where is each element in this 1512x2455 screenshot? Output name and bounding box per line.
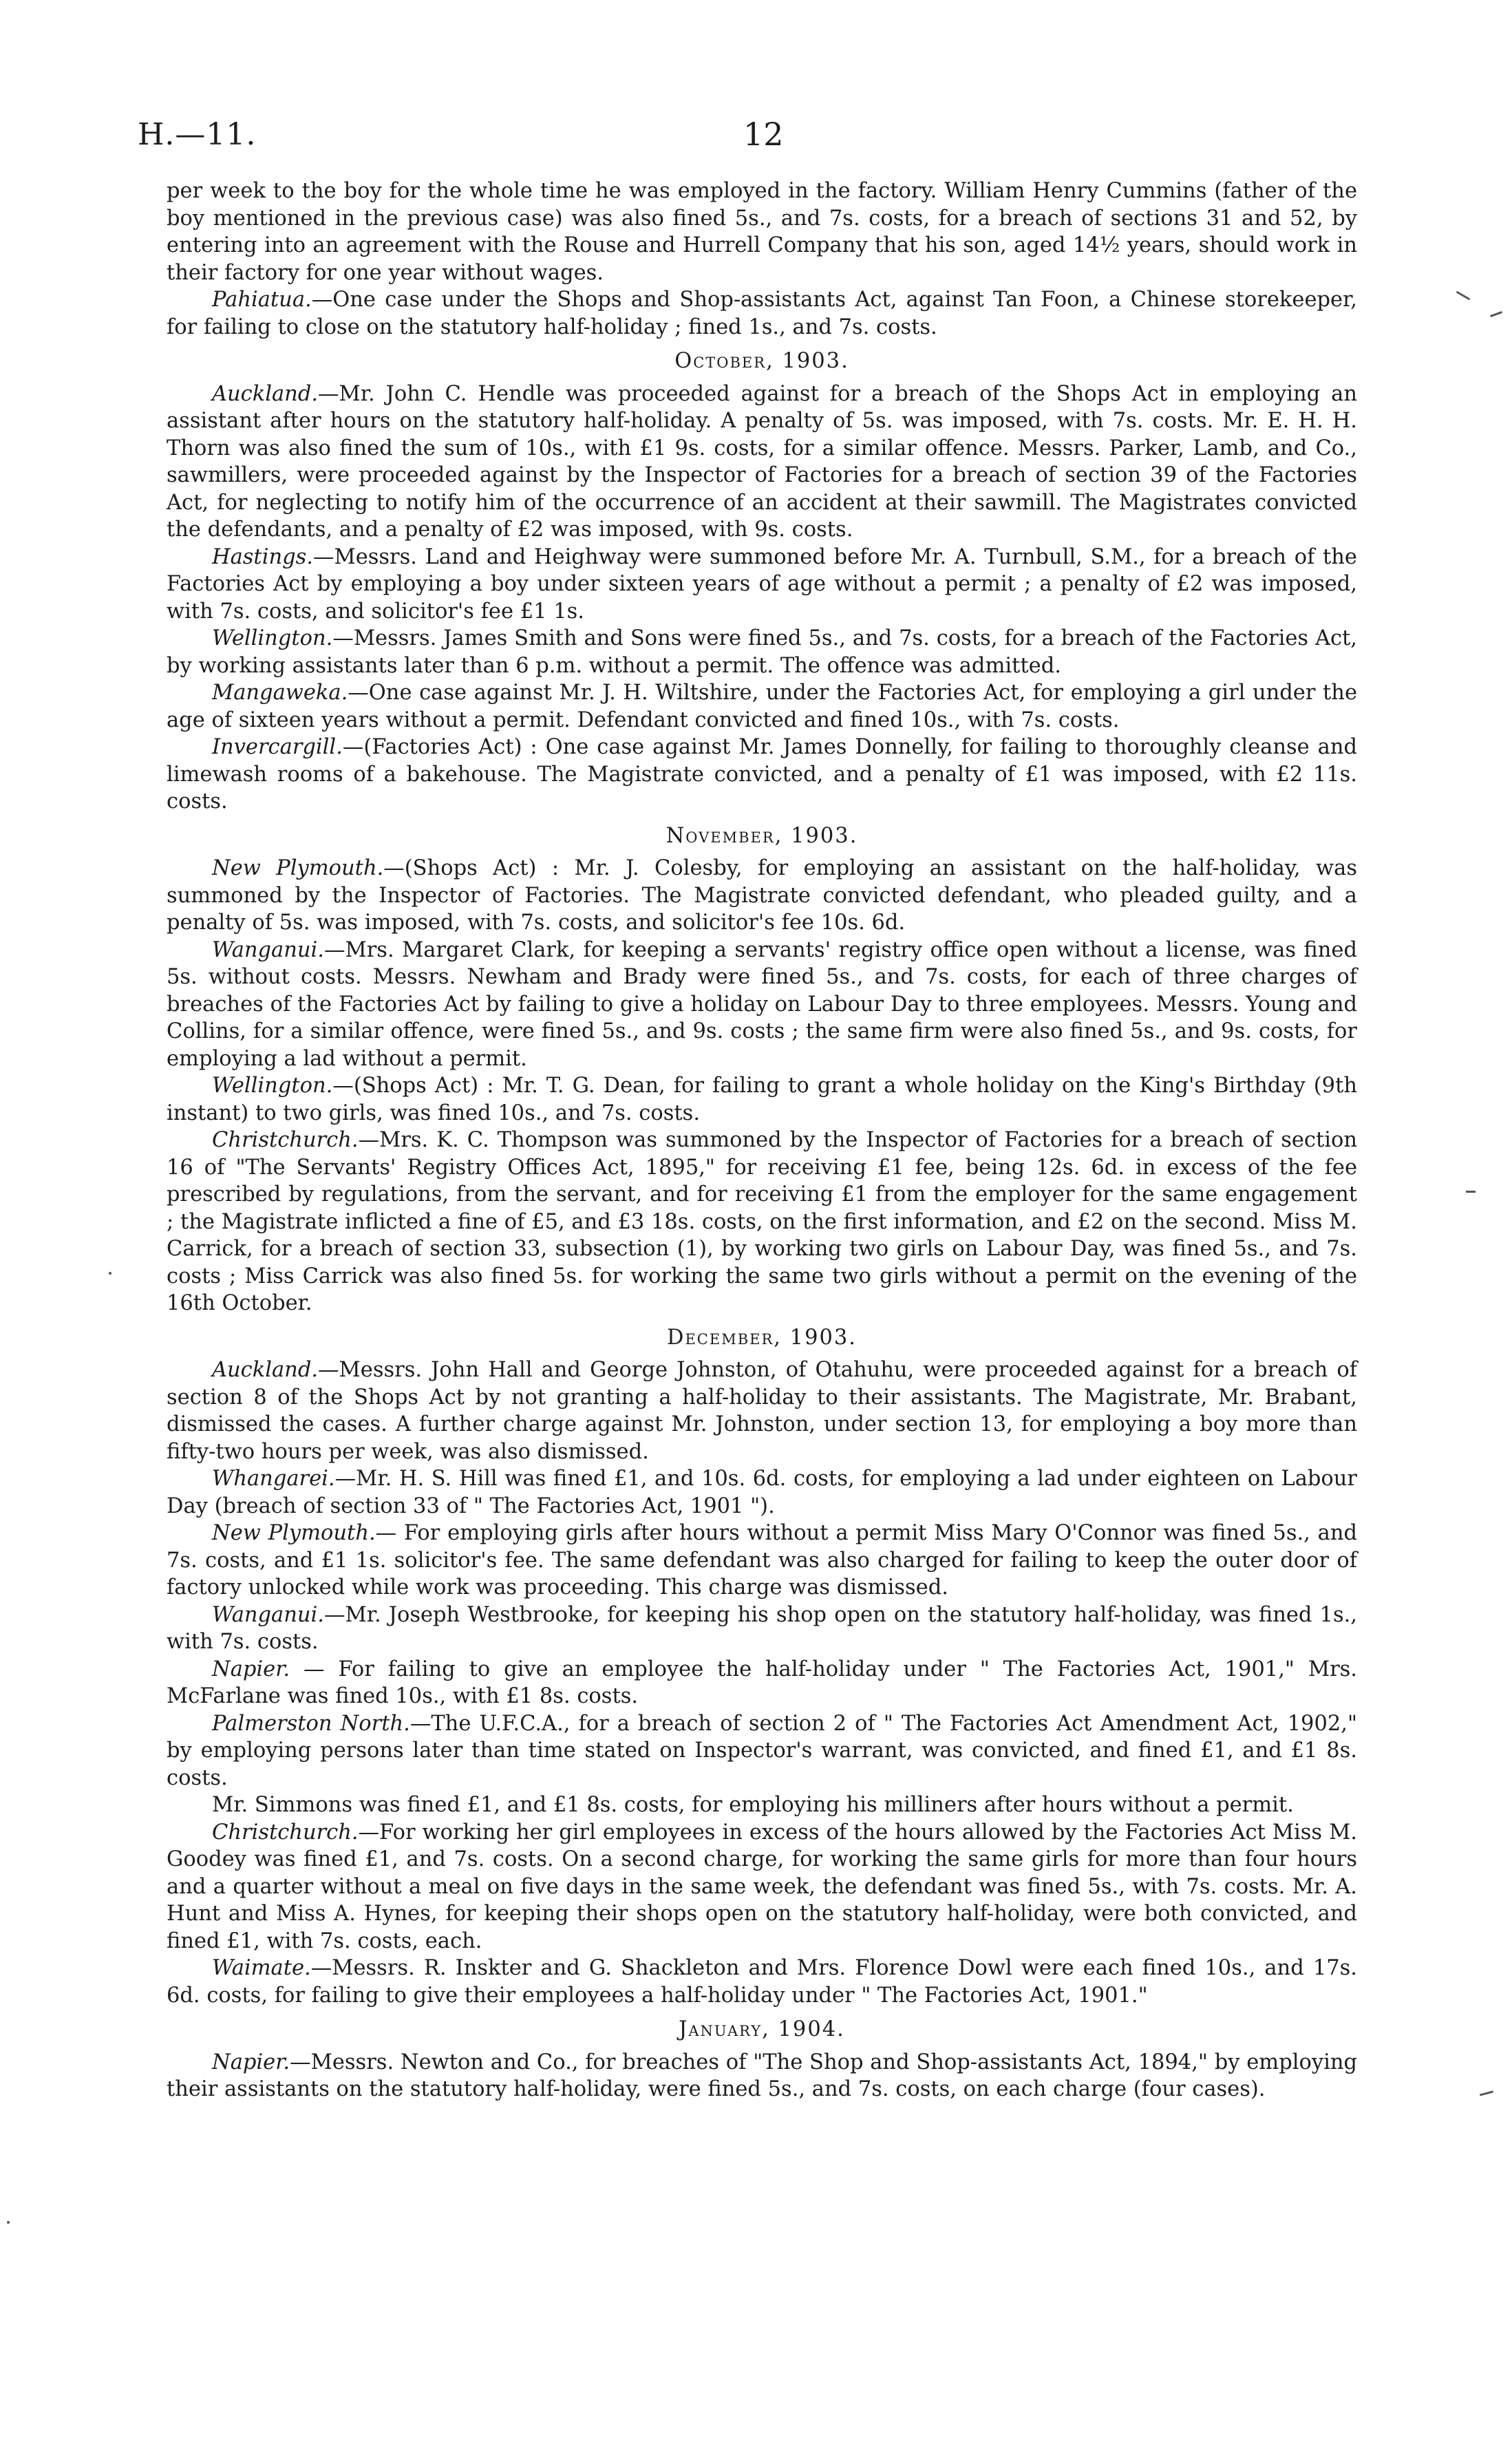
case-text: Mr. Simmons was fined £1, and £1 8s. costs, for employing his milliners after hours without a permit. [212,1793,1294,1817]
case-text: —(Shops Act) : Mr. T. G. Dean, for failing to grant a whole holiday on the King's Birthday (9th instant) to two girls, was fined 10s., and 7s. costs. [167,1074,1357,1125]
margin-mark-top-right-2 [1490,311,1502,317]
case-text: —Mrs. Margaret Clark, for keeping a servants' registry office open without a license, was fined 5s. without costs. Messrs. Newham and Brady were fined 5s., and 7s. costs, for each of three charges of breaches of the Factories Act by failing to give a holiday on Labour Day to three employees. Messrs. Young and Collins, for a similar offence, were fined 5s., and 9s. costs ; the same firm were also fined 5s., and 9s. costs, for employing a lad without a permit. [167,937,1357,1071]
document-reference: H.—11. [138,117,257,152]
case-paragraph [167,2049,1357,2103]
case-text: —Mrs. K. C. Thompson was summoned by the Inspector of Factories for a breach of section 16 of "The Servants' Registry Offices Act, 1895," for receiving £1 fee, being 12s. 6d. in excess of the fee prescribed by regulations, from the servant, and for receiving £1 from the employer for the same engagement ; the Magistrate inflicted a fine of £5, and £3 18s. costs, on the first information, and £2 on the second. Miss M. Carrick, for a breach of section 33, subsection (1), by working two girls on Labour Day, was fined 5s., and 7s. costs ; Miss Carrick was also fined 5s. for working the same two girls without a permit on the evening of the 16th October. [167,1128,1357,1315]
place-name: New Plymouth. [212,1521,376,1545]
case-paragraph [167,734,1357,816]
month-heading: January, 1904. [679,2017,845,2041]
place-name: Auckland. [212,1358,319,1382]
case-text: —One case against Mr. J. H. Wiltshire, under the Factories Act, for employing a girl under the age of sixteen years without a permit. Defendant convicted and fined 10s., with 7s. costs. [167,681,1357,732]
place-name: Palmerston North. [212,1711,410,1736]
case-text: — For employing girls after hours without a permit Miss Mary O'Connor was fined 5s., and 7s. costs, and £1 1s. solicitor's fee. The same defendant was also charged for failing to keep the outer door of factory unlocked while work was proceeding. This charge was dismissed. [167,1521,1357,1600]
case-paragraph [167,937,1357,1073]
month-heading: December, 1903. [667,1325,857,1350]
case-text: —(Shops Act) : Mr. J. Colesby, for employing an assistant on the half-holiday, was summoned by the Inspector of Factories. The Magistrate convicted defendant, who pleaded guilty, and a penalty of 5s. was imposed, with 7s. costs, and solicitor's fee 10s. 6d. [167,856,1357,935]
case-text: per week to the boy for the whole time he was employed in the factory. William Henry Cummins (father of the boy mentioned in the previous case) was also fined 5s., and 7s. costs, for a breach of sections 31 and 52, by entering into an agreement with the Rouse and Hurrell Company that his son, aged 14½ years, should work in their factory for one year without wages. [167,179,1357,285]
place-name: Hastings. [212,544,313,569]
case-paragraph [167,679,1357,734]
case-paragraph [167,1072,1357,1127]
place-name: Christchurch. [212,1820,359,1845]
place-name: New Plymouth. [212,856,384,880]
case-paragraph [167,625,1357,679]
margin-mark-top-right [1456,291,1471,301]
place-name: Christchurch. [212,1128,359,1152]
place-name: Waimate. [212,1956,311,1980]
place-name: Napier. [212,1657,290,1681]
margin-mark-right-2 [1480,2090,1493,2096]
case-text: —Messrs. James Smith and Sons were fined 5s., and 7s. costs, for a breach of the Factories Act, by working assistants later than 6 p.m. without a permit. The offence was admitted. [167,626,1357,678]
place-name: Wellington. [212,626,333,650]
case-paragraph [167,381,1357,544]
case-text: —(Factories Act) : One case against Mr. James Donnelly, for failing to thoroughly cleanse and limewash rooms of a bakehouse. The Magistrate convicted, and a penalty of £1 was imposed, with £2 11s. costs. [167,735,1357,814]
case-paragraph [167,286,1357,341]
place-name: Wanganui. [212,937,324,962]
case-paragraph [167,1127,1357,1317]
place-name: Pahiatua. [212,288,312,312]
case-text: —Messrs. R. Inskter and G. Shackleton and Mrs. Florence Dowl were each fined 10s., and 17s. 6d. costs, for failing to give their employees a half-holiday under " The Factories Act, 1901." [167,1956,1357,2008]
place-name: Wellington. [212,1074,333,1098]
case-text: —One case under the Shops and Shop-assistants Act, against Tan Foon, a Chinese storekeeper, for failing to close on the statutory half-holiday ; fined 1s., and 7s. costs. [167,288,1357,339]
paragraph [167,178,1357,286]
place-name: Invercargill. [212,735,343,759]
case-text: —Mr. John C. Hendle was proceeded against for a breach of the Shops Act in employing an assistant after hours on the statutory half-holiday. A penalty of 5s. was imposed, with 7s. costs. Mr. E. H. H. Thorn was also fined the sum of 10s., with £1 9s. costs, for a similar offence. Messrs. Parker, Lamb, and Co., sawmillers, were proceeded against by the Inspector of Factories for a breach of section 39 of the Factories Act, for neglecting to notify him of the occurrence of an accident at their sawmill. The Magistrates convicted the defendants, and a penalty of £2 was imposed, with 9s. costs. [167,381,1357,542]
case-paragraph [167,1955,1357,2009]
case-text: —For working her girl employees in excess of the hours allowed by the Factories Act Miss M. Goodey was fined £1, and 7s. costs. On a second charge, for working the same girls for more than four hours and a quarter without a meal on five days in the same week, the defendant was fined 5s., with 7s. costs. Mr. A. Hunt and Miss A. Hynes, for keeping their shops open on the statutory half-holiday, were both convicted, and fined £1, with 7s. costs, each. [167,1820,1357,1953]
case-paragraph [167,1710,1357,1792]
case-text: —Mr. H. S. Hill was fined £1, and 10s. 6d. costs, for employing a lad under eighteen on Labour Day (breach of section 33 of " The Factories Act, 1901 "). [167,1467,1357,1518]
margin-mark-left-2 [7,2221,10,2224]
place-name: Napier. [212,2050,290,2074]
case-paragraph [167,1357,1357,1465]
place-name: Whangarei. [212,1467,335,1491]
case-paragraph [167,544,1357,626]
case-paragraph [167,1520,1357,1602]
case-text: —The U.F.C.A., for a breach of section 2 of " The Factories Act Amendment Act, 1902," by employing persons later than time stated on Inspector's warrant, was convicted, and fined £1, and £1 8s. costs. [167,1711,1357,1790]
case-text: —Messrs. Newton and Co., for breaches of "The Shop and Shop-assistants Act, 1894," by employing their assistants on the statutory half-holiday, were fined 5s., and 7s. costs, on each charge (four cases). [167,2050,1357,2101]
case-text: —Mr. Joseph Westbrooke, for keeping his shop open on the statutory half-holiday, was fined 1s., with 7s. costs. [167,1602,1357,1654]
place-name: Auckland. [212,381,319,406]
case-paragraph [167,1465,1357,1520]
place-name: Mangaweka. [212,681,348,705]
margin-mark-left [109,1272,111,1275]
case-text: — For failing to give an employee the half-holiday under " The Factories Act, 1901," Mrs. McFarlane was fined 10s., with £1 8s. costs. [167,1657,1357,1708]
place-name: Wanganui. [212,1602,324,1627]
case-text: —Messrs. John Hall and George Johnston, of Otahuhu, were proceeded against for a breach of section 8 of the Shops Act by not granting a half-holiday to their assistants. The Magistrate, Mr. Brabant, dismissed the cases. A further charge against Mr. Johnston, under section 13, for employing a boy more than fifty-two hours per week, was also dismissed. [167,1358,1357,1464]
page-number: 12 [743,116,784,153]
month-heading: November, 1903. [666,823,858,848]
case-paragraph [167,1819,1357,1955]
case-paragraph [167,1602,1357,1656]
month-heading: October, 1903. [674,349,849,373]
case-paragraph [167,855,1357,937]
report-body [167,178,1357,2103]
paragraph [167,1792,1357,1819]
margin-mark-right [1466,1191,1476,1193]
case-paragraph [167,1656,1357,1710]
case-text: —Messrs. Land and Heighway were summoned before Mr. A. Turnbull, S.M., for a breach of the Factories Act by employing a boy under sixteen years of age without a permit ; a penalty of £2 was imposed, with 7s. costs, and solicitor's fee £1 1s. [167,544,1357,624]
